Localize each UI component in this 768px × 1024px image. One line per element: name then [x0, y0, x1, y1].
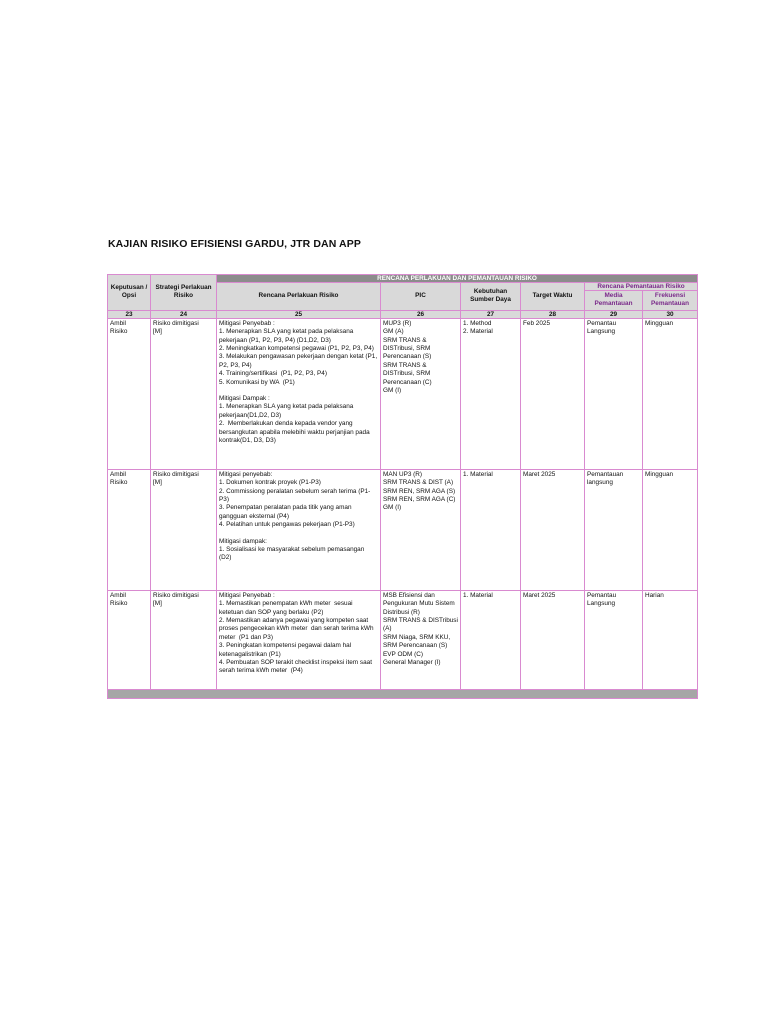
cell-line: Pemantauan — [587, 470, 624, 478]
cell-line — [219, 387, 378, 395]
cell-frekuensi — [643, 469, 698, 590]
column-number: 30 — [643, 310, 698, 318]
cell-frekuensi — [643, 318, 698, 469]
cell-line: 2. Meningkatkan kompetensi pegawai (P1, P2, P3, P4) — [219, 345, 374, 353]
cell-strategi — [151, 590, 217, 689]
cell-line: Ambil — [110, 319, 126, 327]
cell-frekuensi — [643, 590, 698, 689]
cell-strategi — [151, 469, 217, 590]
cell-line: MUP3 (R) — [383, 319, 412, 327]
header-sumber-daya: Kebutuhan Sumber Daya — [461, 283, 521, 311]
cell-line: Maret 2025 — [523, 591, 556, 599]
cell-line: SRM REN, SRM AGA (C) — [383, 496, 456, 504]
cell-pic — [381, 318, 461, 469]
cell-line: SRM TRANS & DISTribusi, SRM Perencanaan (C) — [383, 361, 433, 386]
cell-line: 3. Peningkatan kompetensi pegawai dalam hal ketenagalistrikan (P1) — [219, 642, 353, 658]
cell-rencana — [217, 590, 381, 689]
cell-line: Maret 2025 — [523, 470, 556, 478]
cell-line: SRM REN, SRM AGA (S) — [383, 487, 456, 495]
cell-line: 5. Komunikasi by WA (P1) — [219, 378, 295, 386]
cell-line: 1. Sosialisasi ke masyarakat sebelum pemasangan (D2) — [219, 546, 367, 562]
cell-line: Risiko dimitigasi — [153, 470, 199, 478]
table-footer-bar — [108, 689, 698, 698]
cell-line: 3. Penempatan peralatan pada titik yang aman gangguan eksternal (P4) — [219, 504, 354, 520]
cell-line: 2. Commissiong peralatan sebelum serah terima (P1-P3) — [219, 487, 371, 504]
cell-line: 1. Memastikan penempatan kWh meter sesuai ketetuan dan SOP yang berlaku (P2) — [219, 600, 355, 616]
cell-line: MAN UP3 (R) — [383, 470, 423, 478]
cell-rencana — [217, 318, 381, 469]
cell-line: 1. Method — [463, 319, 492, 327]
cell-line: [M] — [153, 600, 162, 608]
cell-target — [521, 469, 585, 590]
cell-media — [585, 590, 643, 689]
cell-pic — [381, 590, 461, 689]
cell-line: Harian — [645, 591, 664, 599]
table-row — [108, 590, 698, 689]
header-media: Media Pemantauan — [585, 291, 643, 311]
cell-line: 2. Material — [463, 328, 493, 336]
cell-line: SRM Niaga, SRM KKU, SRM Perencanaan (S) — [383, 633, 452, 650]
cell-line: Mitigasi penyebab: — [219, 470, 273, 478]
cell-line: 1. Material — [463, 591, 493, 599]
cell-line: langsung — [587, 479, 613, 487]
column-number: 28 — [521, 310, 585, 318]
cell-line: 1. Menerapkan SLA yang ketat pada pelaksana pekerjaan(D1,D2, D3) — [219, 403, 356, 419]
page-title: KAJIAN RISIKO EFISIENSI GARDU, JTR DAN APP — [108, 238, 361, 250]
cell-line: General Manager (I) — [383, 659, 441, 667]
header-target: Target Waktu — [521, 283, 585, 311]
cell-line: Risiko — [110, 600, 128, 608]
header-frekuensi: Frekuensi Pemantauan — [643, 291, 698, 311]
cell-line: SRM TRANS & DIST (A) — [383, 479, 454, 487]
cell-line: 4. Pembuatan SOP terakit checklist inspeksi item saat serah terima kWh meter (P4) — [219, 659, 374, 675]
cell-line: Mitigasi dampak: — [219, 537, 267, 545]
cell-sumber-daya — [461, 318, 521, 469]
cell-media — [585, 469, 643, 590]
table-row — [108, 318, 698, 469]
cell-keputusan — [108, 318, 151, 469]
header-pic: PIC — [381, 283, 461, 311]
cell-line: [M] — [153, 328, 162, 336]
cell-keputusan — [108, 469, 151, 590]
cell-line: Risiko — [110, 328, 128, 336]
header-banner: RENCANA PERLAKUAN DAN PEMANTAUAN RISIKO — [217, 275, 698, 283]
cell-line: 2. Memastikan adanya pegawai yang kompeten saat proses pengecekan kWh meter dan serah terima kWh meter (P1 dan P3) — [219, 617, 376, 641]
header-strategi: Strategi Perlakuan Risiko — [151, 275, 217, 311]
cell-line: SRM TRANS & DISTribusi (A) — [383, 617, 460, 633]
header-rencana: Rencana Perlakuan Risiko — [217, 283, 381, 311]
cell-line: Langsung — [587, 328, 616, 336]
cell-line: Risiko dimitigasi — [153, 591, 199, 599]
cell-line: Mitigasi Dampak : — [219, 395, 270, 403]
cell-sumber-daya — [461, 590, 521, 689]
cell-line: Risiko — [110, 479, 128, 487]
cell-line: 1. Dokumen kontrak proyek (P1-P3) — [219, 479, 321, 487]
cell-line: 2. Memberlakukan denda kepada vendor yang bersangkutan apabila melebihi waktu perjanjian pada kontrak(D1, D3, D3) — [219, 420, 372, 445]
cell-line: EVP ODM (C) — [383, 650, 424, 658]
column-number: 26 — [381, 310, 461, 318]
header-keputusan: Keputusan / Opsi — [108, 275, 151, 311]
cell-pic — [381, 469, 461, 590]
cell-line: Pemantau — [587, 591, 617, 599]
risk-treatment-table — [107, 274, 698, 699]
cell-line: 1. Menerapkan SLA yang ketat pada pelaksana pekerjaan (P1, P2, P3, P4) (D1,D2, D3) — [219, 328, 356, 344]
cell-keputusan — [108, 590, 151, 689]
cell-line: Mitigasi Penyebab : — [219, 591, 275, 599]
cell-line: Pemantau — [587, 319, 617, 327]
cell-line: MSB Efisiensi dan Pengukuran Mutu Sistem Distribusi (R) — [383, 591, 457, 616]
cell-line: 1. Material — [463, 470, 493, 478]
cell-line: SRM TRANS & DISTribusi, SRM Perencanaan (S) — [383, 336, 433, 361]
cell-line — [219, 530, 378, 538]
cell-line: 4. Pelatihan untuk pengawas pekerjaan (P1-P3) — [219, 521, 355, 529]
cell-line: Ambil — [110, 470, 126, 478]
cell-line: Mingguan — [645, 470, 674, 478]
cell-rencana — [217, 469, 381, 590]
cell-line: Feb 2025 — [523, 319, 551, 327]
cell-line: Langsung — [587, 600, 616, 608]
cell-line: Mitigasi Penyebab : — [219, 319, 275, 327]
cell-line: GM (I) — [383, 504, 402, 512]
column-number: 23 — [108, 310, 151, 318]
column-number: 29 — [585, 310, 643, 318]
column-number: 24 — [151, 310, 217, 318]
cell-media — [585, 318, 643, 469]
cell-line: 4. Training/sertifikasi (P1, P2, P3, P4) — [219, 370, 327, 378]
cell-line: GM (I) — [383, 387, 402, 395]
cell-sumber-daya — [461, 469, 521, 590]
cell-line: [M] — [153, 479, 162, 487]
column-number: 25 — [217, 310, 381, 318]
cell-strategi — [151, 318, 217, 469]
cell-line: 3. Melakukan pengawasan pekerjaan dengan ketat (P1, P2, P3, P4) — [219, 353, 379, 369]
cell-line: Risiko dimitigasi — [153, 319, 199, 327]
cell-target — [521, 590, 585, 689]
cell-line: GM (A) — [383, 328, 404, 336]
cell-line: Ambil — [110, 591, 126, 599]
cell-line: Mingguan — [645, 319, 674, 327]
header-monitoring-group: Rencana Pemantauan Risiko — [585, 283, 698, 291]
table-row — [108, 469, 698, 590]
column-number: 27 — [461, 310, 521, 318]
cell-target — [521, 318, 585, 469]
